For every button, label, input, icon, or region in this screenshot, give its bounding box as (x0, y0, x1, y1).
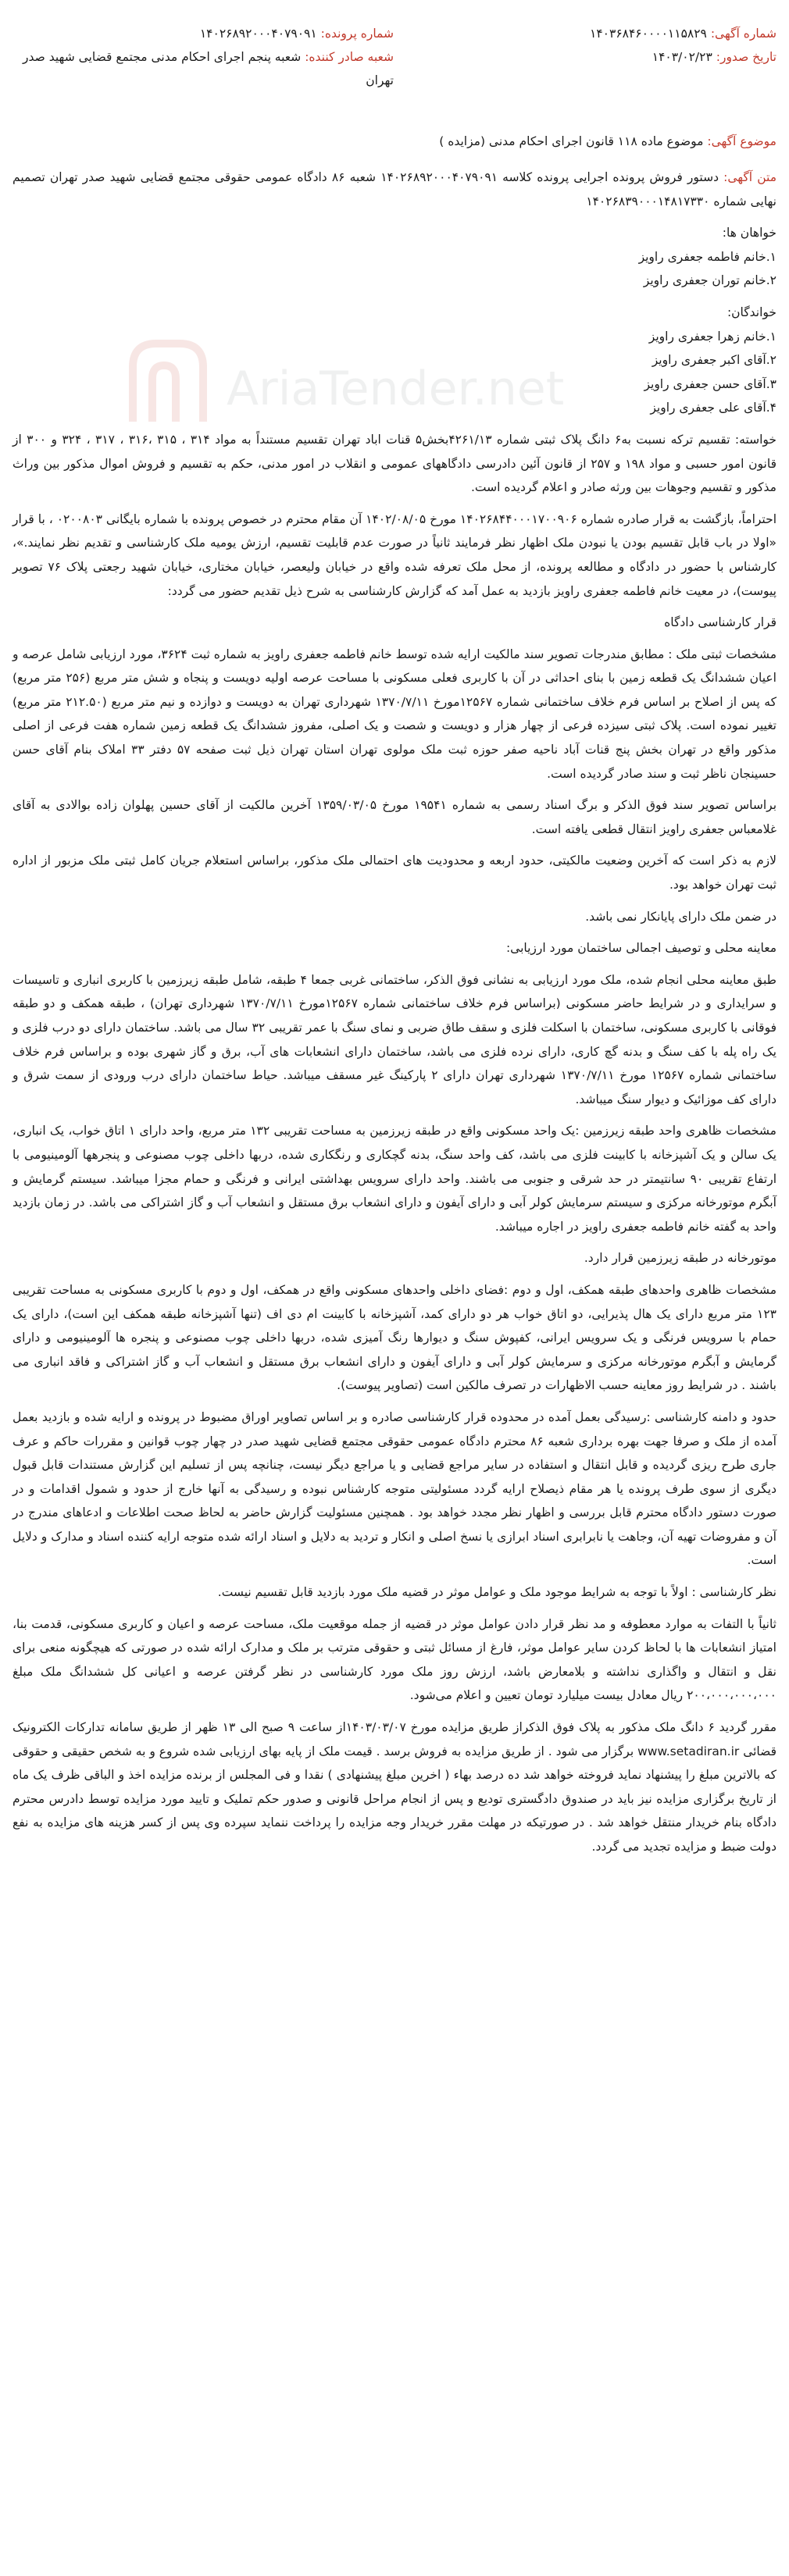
list-item: ۲.خانم توران جعفری راویز (643, 273, 777, 288)
plaintiffs-heading: خواهان ها: (722, 226, 777, 240)
report-title: قرار کارشناسی دادگاه (664, 615, 777, 630)
issue-date: ۱۴۰۳/۰۲/۲۳ (652, 50, 712, 64)
list-item: ۲.آقای اکبر جعفری راویز (652, 353, 777, 368)
intro-label: متن آگهی: (723, 170, 777, 184)
issuing-branch: شعبه پنجم اجرای احکام مدنی مجتمع قضایی شهید صدر تهران (23, 50, 394, 87)
opinion-text: اولاً با توجه به شرایط موجود ملک و عوامل موثر در قضیه ملک مورد بازدید قابل تقسیم نیست. (217, 1585, 688, 1600)
description-paragraph: طبق معاینه محلی انجام شده، ملک مورد ارزیابی به نشانی فوق الذکر، ساختمانی غربی جمعا ۴ طبقه، شامل طبقه زیرزمین با کاربری انباری و تاسیسات و سرایداری و در شرایط حاضر مسکونی (براساس فرم خلاف ساختمانی شماره ۱۲۵۶۷مورخ ۱۳۷۰/۷/۱۱ شهرداری تهران) ، طبقه همکف و دو طبقه فوقانی با کاربری مسکونی، ساختمان با اسکلت فلزی و سقف طاق ضربی و نمای سنگ با عمر تقریبی ۳۲ سال می باشد. ساختمان دارای دو درب فلزی و یک راه پله با کف سنگ و بدنه گچ کاری، دارای نرده فلزی می باشد، ساختمان دارای انشعابات های آب، برق و گاز شهری بوده و براساس فرم خلاف ساختمانی شماره ۱۲۵۶۷ مورخ ۱۳۷۰/۷/۱۱ شهرداری تهران دارای ۲ پارکینگ غیر مسقف میباشد. حیاط ساختمان دارای درب ورودی از سمت شرق و دارای کف موزائیک و دیوار سنگ میباشد. (12, 972, 777, 1106)
issuing-branch-label: شعبه صادر کننده: (305, 50, 394, 64)
floors-paragraph: مشخصات ظاهری واحدهای طبقه همکف، اول و دوم :فضای داخلی واحدهای مسکونی واقع در همکف، اول و دوم با کاربری مسکونی به مساحت تقریبی ۱۲۳ متر مربع دارای یک هال پذیرایی، دو اتاق خواب هر دو دارای کمد، آشپزخانه با کابینت ام دی اف (تنها آشپزخانه طبقه همکف این است)، دارای یک حمام با سرویس فرنگی و یک سرویس ایرانی، کفپوش سنگ و دیوارها رنگ آمیزی شده، دربها داخلی چوب مصنوعی و پنجره ها آلومینیومی و دارای گرمایش و آبگرم موتورخانه مرکزی و سرمایش کولر آبی و دارای آیفون و دارای انشعاب برق مستقل و انشعاب آب و گاز اشتراکی و فاقد انباری می باشند . در شرایط روز معاینه حسب الاظهارات در تصرف مالکین است (تصاویر پیوست). (12, 1282, 777, 1393)
valuation-paragraph: ثانیاً با التفات به موارد معطوفه و مد نظر قرار دادن عوامل موثر در قضیه از جمله موقعیت ملک، مساحت عرصه و اعیان و کاربری مسکونی، قدمت بنا، امتیاز انشعابات ها با لحاظ کردن سایر عوامل موثر، فارغ از مسائل ثبتی و حقوقی مترتب بر ملک و مدارک ارائه شده در صورتی که هیچگونه منعی برای نقل و انتقال و واگذاری نداشته و بلامعارض باشد، ارزش روز ملک مورد کارشناسی در نظر گرفتن عرصه و اعیانی کل ششدانگ ملک مبلغ ۲۰۰،۰۰۰،۰۰۰،۰۰۰ ریال معادل بیست میلیارد تومان تعیین و اعلام می‌شود. (12, 1616, 777, 1703)
unfinished-paragraph: در ضمن ملک دارای پایانکار نمی باشد. (585, 909, 777, 924)
notice-body (12, 166, 777, 1867)
notice-header (12, 22, 777, 92)
list-item: ۴.آقای علی جعفری راویز (650, 401, 777, 415)
basement-paragraph: مشخصات ظاهری واحد طبقه زیرزمین :یک واحد مسکونی واقع در طبقه زیرزمین به مساحت تقریبی ۱۳۲ متر مربع، واحد دارای ۱ اتاق خواب، یک انباری، یک سالن و یک آشپزخانه با کابینت فلزی می باشد، کف واحد سنگ، بدنه گچکاری و رنگکاری شده، دربها داخلی چوب مصنوعی و پنجرهها آلومینیومی با ارتفاع تقریبی ۹۰ سانتیمتر در حد شرقی و جنوبی می باشند. واحد دارای سرویس بهداشتی ایرانی و فرنگی و حمام مجزا میباشد. سیستم گرمایش و آبگرم موتورخانه مرکزی و سیستم سرمایش کولر آبی و دارای آیفون و دارای انشعاب برق مستقل و انشعاب آب و گاز اشتراکی می باشد. در زمان بازدید واحد به گفته خانم فاطمه جعفری راویز در اجاره میباشد. (12, 1124, 777, 1234)
request-paragraph: خواسته: تقسیم ترکه نسبت به۶ دانگ پلاک ثبتی شماره ۴۲۶۱/۱۳بخش۵ قنات اباد تهران تقسیم مستنداً به مواد ۳۱۴ ، ۳۱۵ ،۳۱۶ ، ۳۱۷ ، ۳۲۴ و ۳۰۰ از قانون امور حسبی و مواد ۱۹۸ و ۲۵۷ از قانون آئین دادرسی دادگاههای عمومی و انقلاب در امور مدنی، حکم به تقسیم و فروش اموال مذکور بین وراث مذکور و تقسیم وجوهات بین ورثه صادر و اعلام گردیده است. (12, 432, 777, 495)
list-item: ۱.خانم زهرا جعفری راویز (648, 329, 777, 344)
transfer-paragraph: براساس تصویر سند فوق الذکر و برگ اسناد رسمی به شماره ۱۹۵۴۱ مورخ ۱۳۵۹/۰۳/۰۵ آخرین مالکیت از آقای حسین پهلوان زاده بوالادی به آقای غلامعباس جعفری راویز انتقال قطعی یافته است. (12, 798, 777, 836)
intro-paragraph (12, 166, 777, 213)
notice-number-label: شماره آگهی: (710, 27, 777, 41)
list-item: ۳.آقای حسن جعفری راویز (644, 376, 777, 391)
case-number: ۱۴۰۲۶۸۹۲۰۰۰۴۰۷۹۰۹۱ (199, 27, 317, 41)
registry-paragraph: مشخصات ثبتی ملک : مطابق مندرجات تصویر سند مالکیت ارایه شده توسط خانم فاطمه جعفری راویز به شماره ثبت ۳۶۲۴، مورد ارزیابی شامل عرصه و اعیان ششدانگ یک قطعه زمین با بنای احداثی در آن با کاربری فعلی مسکونی با مساحت عرصه اولیه دویست و پنجاه و شش متر مربع (۲۵۶ متر مربع) که پس از اصلاح بر اساس فرم خلاف ساختمانی شماره ۱۲۵۶۷مورخ ۱۳۷۰/۷/۱۱ شهرداری تهران به دویست و دوازده و نیم متر مربع (۲۱۲.۵۰ متر مربع) تغییر نموده است. پلاک ثبتی سیزده فرعی از چهار هزار و دویست و شصت و یک اصلی، مفروز ششدانگ یک قطعه زمین شماره هفت فرعی از اصلی مذکور واقع در تهران بخش پنج قنات آباد ناحیه صفر حوزه ثبت ملک مولوی تهران استان تهران ذیل ثبت صفحه ۵۷ دفتر ۳۳ املاک بنام آقای حسن حسینجان ناظر ثبت و سند صادر گردیده است. (12, 647, 777, 781)
subject-text: موضوع ماده ۱۱۸ قانون اجرای احکام مدنی (مزایده ) (439, 134, 704, 148)
notice-number: ۱۴۰۳۶۸۴۶۰۰۰۰۱۱۵۸۲۹ (590, 27, 707, 41)
defendants-list (12, 301, 777, 420)
opinion-label: نظر کارشناسی : (691, 1585, 777, 1600)
scope-paragraph: حدود و دامنه کارشناسی :رسیدگی بعمل آمده در محدوده قرار کارشناسی صادره و بر اساس تصاویر اوراق مضبوط در پرونده و ارایه شده و بازدید بعمل آمده از ملک و صرفا جهت بهره برداری شعبه ۸۶ محترم دادگاه عمومی حقوقی مجتمع قضایی شهید صدر در چهار چوب قوانین و مقررات حاکم و عرف جاری طرح ریزی گردیده و قابل انتقال و استفاده در سایر مراجع قضایی و یا مراجع دیگر نیست، چنانچه پس از تسلیم این گزارش مستندات قابل قبول دیگری از سوی طرف پرونده یا هر مقام ذیصلاح ارایه گردد مسئولیتی متوجه کارشناس نبوده و رسیدگی به آنها خارج از حدود و شمول اقدامات و در صورت دستور دادگاه محترم قابل بررسی و اظهار نظر مجدد خواهد بود . همچنین مسئولیت گزارش حاضر به لحاظ صحت اطلاعات و ادعاهای مندرج در آن و مفروضات تهیه آن، وجاهت یا نابرابری اسناد ابرازی یا نسخ اصلی و انکار و تردید به دلایل و اسناد ارائه شده متوجه ارایه کننده اسناد و مدارک و دلایل است. (12, 1409, 777, 1568)
auction-paragraph: مقرر گردید ۶ دانگ ملک مذکور به پلاک فوق الذکراز طریق مزایده مورخ ۱۴۰۳/۰۳/۰۷از ساعت ۹ صبح الی ۱۳ ظهر از طریق سامانه تدارکات الکترونیک قضائی www.setadiran.ir برگزار می شود . از طریق مزایده به فروش برسد . قیمت ملک از پایه بهای ارزیابی شده شروع و به شخص حقیقی و حقوقی که بالاترین مبلغ را پیشنهاد نماید فروخته خواهد شد ده درصد بهاء ( اخرین مبلغ پیشنهادی ) نقدا و فی المجلس از برنده مزایده اخذ و الباقی ظرف یک ماه از تاریخ برگزاری مزایده نیز باید در صندوق دادگستری تودیع و پس از انجام مراحل قانونی و صدور حکم تملیک و تایید مورد مزایده توسط دادرس محترم دادگاه بنام خریدار منتقل خواهد شد . در صورتیکه در مهلت مقرر خریدار وجه مزایده را پرداخت ننماید سپرده وی پس از کسر هزینه های مزایده به نفع دولت ضبط و مزایده تجدید می گردد. (12, 1720, 777, 1854)
subject-label: موضوع آگهی: (707, 134, 777, 148)
issue-date-label: تاریخ صدور: (716, 50, 777, 64)
watermark-text: AriaTender.net (227, 362, 565, 416)
opinion-paragraph (12, 1580, 777, 1605)
list-item: ۱.خانم فاطمه جعفری راویز (638, 249, 777, 264)
defendants-heading: خواندگان: (727, 305, 777, 319)
case-number-label: شماره پرونده: (320, 27, 394, 41)
description-title: معاینه محلی و توصیف اجمالی ساختمان مورد ارزیابی: (505, 941, 777, 956)
engine-room-paragraph: موتورخانه در طبقه زیرزمین قرار دارد. (584, 1251, 777, 1266)
plaintiffs-list (12, 221, 777, 293)
intro-text: دستور فروش پرونده اجرایی پرونده کلاسه ۱۴۰۲۶۸۹۲۰۰۰۴۰۷۹۰۹۱ شعبه ۸۶ دادگاه عمومی حقوقی مجتمع قضایی شهید صدر تهران تصمیم نهایی شماره ۱۴۰۲۶۸۳۹۰۰۰۱۴۸۱۷۳۳۰ (12, 170, 777, 208)
respect-paragraph: احتراماً، بازگشت به قرار صادره شماره ۱۴۰۲۶۸۴۴۰۰۰۱۷۰۰۹۰۶ مورخ ۱۴۰۲/۰۸/۰۵ آن مقام محترم در خصوص پرونده با شماره بایگانی ۰۲۰۰۸۰۳ ، با قرار «اولا در باب قابل تقسیم بودن یا نبودن ملک اظهار نظر فرمایند ثانیاً در صورت عدم قابلیت تقسیم، ارزش یومیه ملک کارشناسی و تقدیم نظر نمایند.»، کارشناس با حضور در دادگاه و مطالعه پرونده، از محل ملک تعرفه شده واقع در خیابان ولیعصر، خیابان مختاری، خیابان شهید رجعتی پلاک ۷۶ تصویر پیوست)، در معیت خانم فاطمه جعفری راویز بازدید به عمل آمد که گزارش کارشناسی به شرح ذیل تقدیم حضور می گردد: (12, 511, 777, 598)
notice-subject (12, 130, 777, 153)
note-paragraph: لازم به ذکر است که آخرین وضعیت مالکیتی، حدود اربعه و محدودیت های احتمالی ملک مذکور، براساس استعلام جریان کامل ثبتی ملک مزبور از اداره ثبت تهران خواهد بود. (12, 853, 777, 893)
